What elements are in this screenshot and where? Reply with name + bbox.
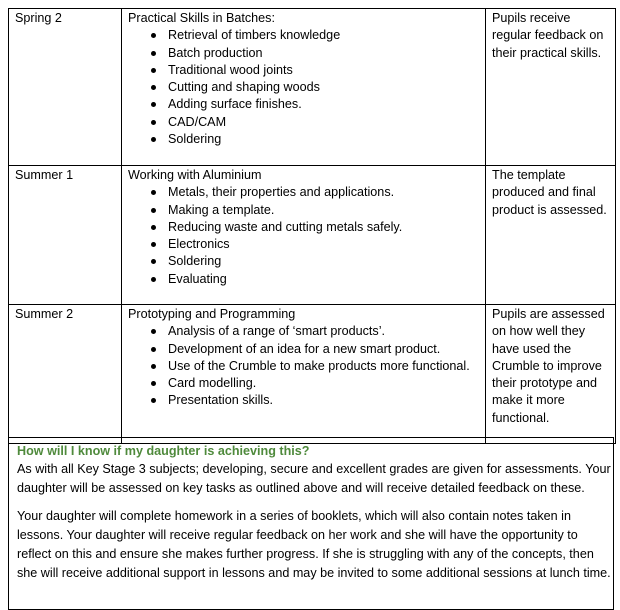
table-row bbox=[9, 9, 616, 166]
info-paragraph: As with all Key Stage 3 subjects; developing, secure and excellent grades are given for assessments. Your daughter will be assessed on key tasks as outlined above and will receive detailed feedback on these. bbox=[17, 462, 611, 495]
unit-heading: Practical Skills in Batches: bbox=[128, 11, 275, 25]
term-cell: Summer 2 bbox=[9, 305, 122, 444]
topic-list bbox=[128, 184, 479, 288]
content-cell bbox=[122, 9, 486, 166]
list-item: Cutting and shaping woods bbox=[151, 79, 479, 96]
unit-heading: Working with Aluminium bbox=[128, 168, 262, 182]
list-item: CAD/CAM bbox=[151, 114, 479, 131]
list-item: Metals, their properties and applications. bbox=[151, 184, 479, 201]
list-item: Making a template. bbox=[151, 202, 479, 219]
list-item: Adding surface finishes. bbox=[151, 96, 479, 113]
list-item: Soldering bbox=[151, 253, 479, 270]
assessment-cell: The template produced and final product is assessed. bbox=[486, 166, 616, 305]
list-item: Use of the Crumble to make products more functional. bbox=[151, 358, 479, 375]
info-paragraph: Your daughter will complete homework in a series of booklets, which will also contain notes taken in lessons. Your daughter will receive regular feedback on her work and she will have the opportunity to reflect on this and ensure she makes further progress. If she is struggling with any of the concepts, then she will receive additional support in lessons and may be invited to some additional sessions at lunch time. bbox=[17, 509, 611, 580]
list-item: Analysis of a range of ‘smart products’. bbox=[151, 323, 479, 340]
table-row bbox=[9, 305, 616, 444]
list-item: Card modelling. bbox=[151, 375, 479, 392]
content-cell bbox=[122, 166, 486, 305]
table-row bbox=[9, 166, 616, 305]
list-item: Electronics bbox=[151, 236, 479, 253]
list-item: Reducing waste and cutting metals safely. bbox=[151, 219, 479, 236]
topic-list bbox=[128, 27, 479, 148]
list-item: Retrieval of timbers knowledge bbox=[151, 27, 479, 44]
list-item: Development of an idea for a new smart product. bbox=[151, 341, 479, 358]
info-box-title: How will I know if my daughter is achieving this? bbox=[17, 444, 310, 458]
content-cell bbox=[122, 305, 486, 444]
term-cell: Spring 2 bbox=[9, 9, 122, 166]
list-item: Batch production bbox=[151, 45, 479, 62]
list-item: Soldering bbox=[151, 131, 479, 148]
assessment-cell: Pupils receive regular feedback on their practical skills. bbox=[486, 9, 616, 166]
info-box bbox=[8, 437, 614, 610]
list-item: Evaluating bbox=[151, 271, 479, 288]
list-item: Presentation skills. bbox=[151, 392, 479, 409]
term-cell: Summer 1 bbox=[9, 166, 122, 305]
list-item: Traditional wood joints bbox=[151, 62, 479, 79]
curriculum-table bbox=[8, 8, 616, 444]
assessment-cell: Pupils are assessed on how well they have used the Crumble to improve their prototype and make it more functional. bbox=[486, 305, 616, 444]
unit-heading: Prototyping and Programming bbox=[128, 307, 296, 321]
topic-list bbox=[128, 323, 479, 409]
